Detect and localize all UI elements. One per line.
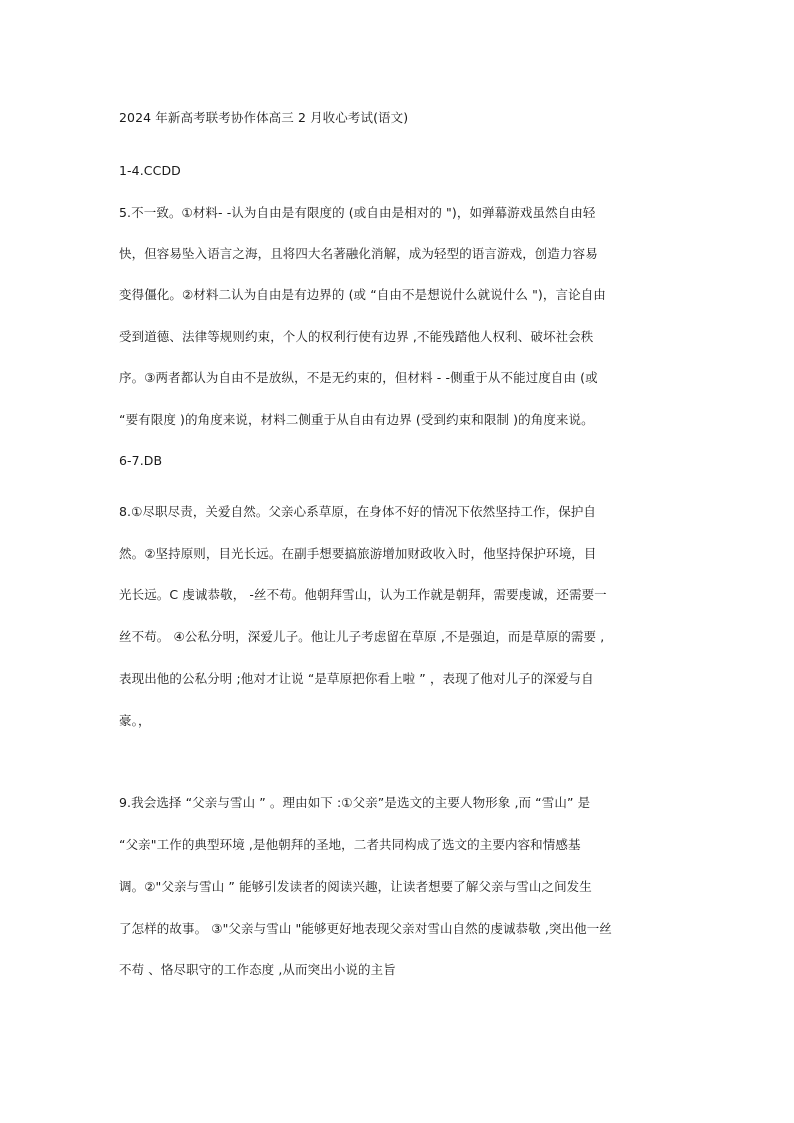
answer-line: 8.①尽职尽责，关爱自然。父亲心系草原，在身体不好的情况下依然坚持工作，保护自 — [119, 504, 597, 519]
answer-line: 1-4.CCDD — [119, 163, 181, 178]
answer-line: 变得僵化。②材料二认为自由是有边界的 (或 “自由不是想说什么就说什么 ")，言论自由 — [119, 287, 606, 302]
answer-line: 序。③两者都认为自由不是放纵，不是无约束的，但材料 - -侧重于从不能过度自由 (或 — [119, 370, 598, 385]
answer-line: 丝不苟。 ④公私分明，深爱儿子。他让儿子考虑留在草原 ,不是强迫，而是草原的需要 , — [119, 629, 605, 644]
answer-line: 不苟 、恪尽职守的工作态度 ,从而突出小说的主旨 — [119, 962, 396, 977]
answer-line: 调。②"父亲与雪山 ” 能够引发读者的阅读兴趣，让读者想要了解父亲与雪山之间发生 — [119, 879, 592, 894]
answer-line: “父亲"工作的典型环境 ,是他朝拜的圣地，二者共同构成了选文的主要内容和情感基 — [119, 837, 581, 852]
answer-line: 快，但容易坠入语言之海，且将四大名著融化消解，成为轻型的语言游戏，创造力容易 — [119, 246, 598, 261]
answer-line: 豪。， — [119, 713, 151, 728]
answer-line: 光长远。C 虔诚恭敬， -丝不苟。他朝拜雪山，认为工作就是朝拜，需要虔诚，还需要一 — [119, 587, 607, 602]
answer-line: 然。②坚持原则，目光长远。在副手想要搞旅游增加财政收入时，他坚持保护环境，目 — [119, 546, 597, 561]
answer-line: 9.我会选择 “父亲与雪山 ” 。理由如下 :①父亲”是选文的主要人物形象 ,而 “雪山” 是 — [119, 795, 591, 810]
document-title: 2024 年新高考联考协作体高三 2 月收心考试(语文) — [119, 110, 409, 125]
answer-line: 6-7.DB — [119, 453, 163, 468]
answer-line: 了怎样的故事。 ③"父亲与雪山 "能够更好地表现父亲对雪山自然的虔诚恭敬 ,突出他一丝 — [119, 921, 612, 936]
answer-line: 5.不一致。①材料- -认为自由是有限度的 (或自由是相对的 ")，如弹幕游戏虽然自由轻 — [119, 205, 596, 220]
answer-line: 表现出他的公私分明 ;他对才让说 “是草原把你看上啦 ” ，表现了他对儿子的深爱与自 — [119, 671, 594, 686]
answer-line: “要有限度 )的角度来说，材料二侧重于从自由有边界 (受到约束和限制 )的角度来说。 — [119, 412, 594, 427]
answer-line: 受到道德、法律等规则约束，个人的权利行使有边界 ,不能残踏他人权利、破坏社会秩 — [119, 329, 594, 344]
